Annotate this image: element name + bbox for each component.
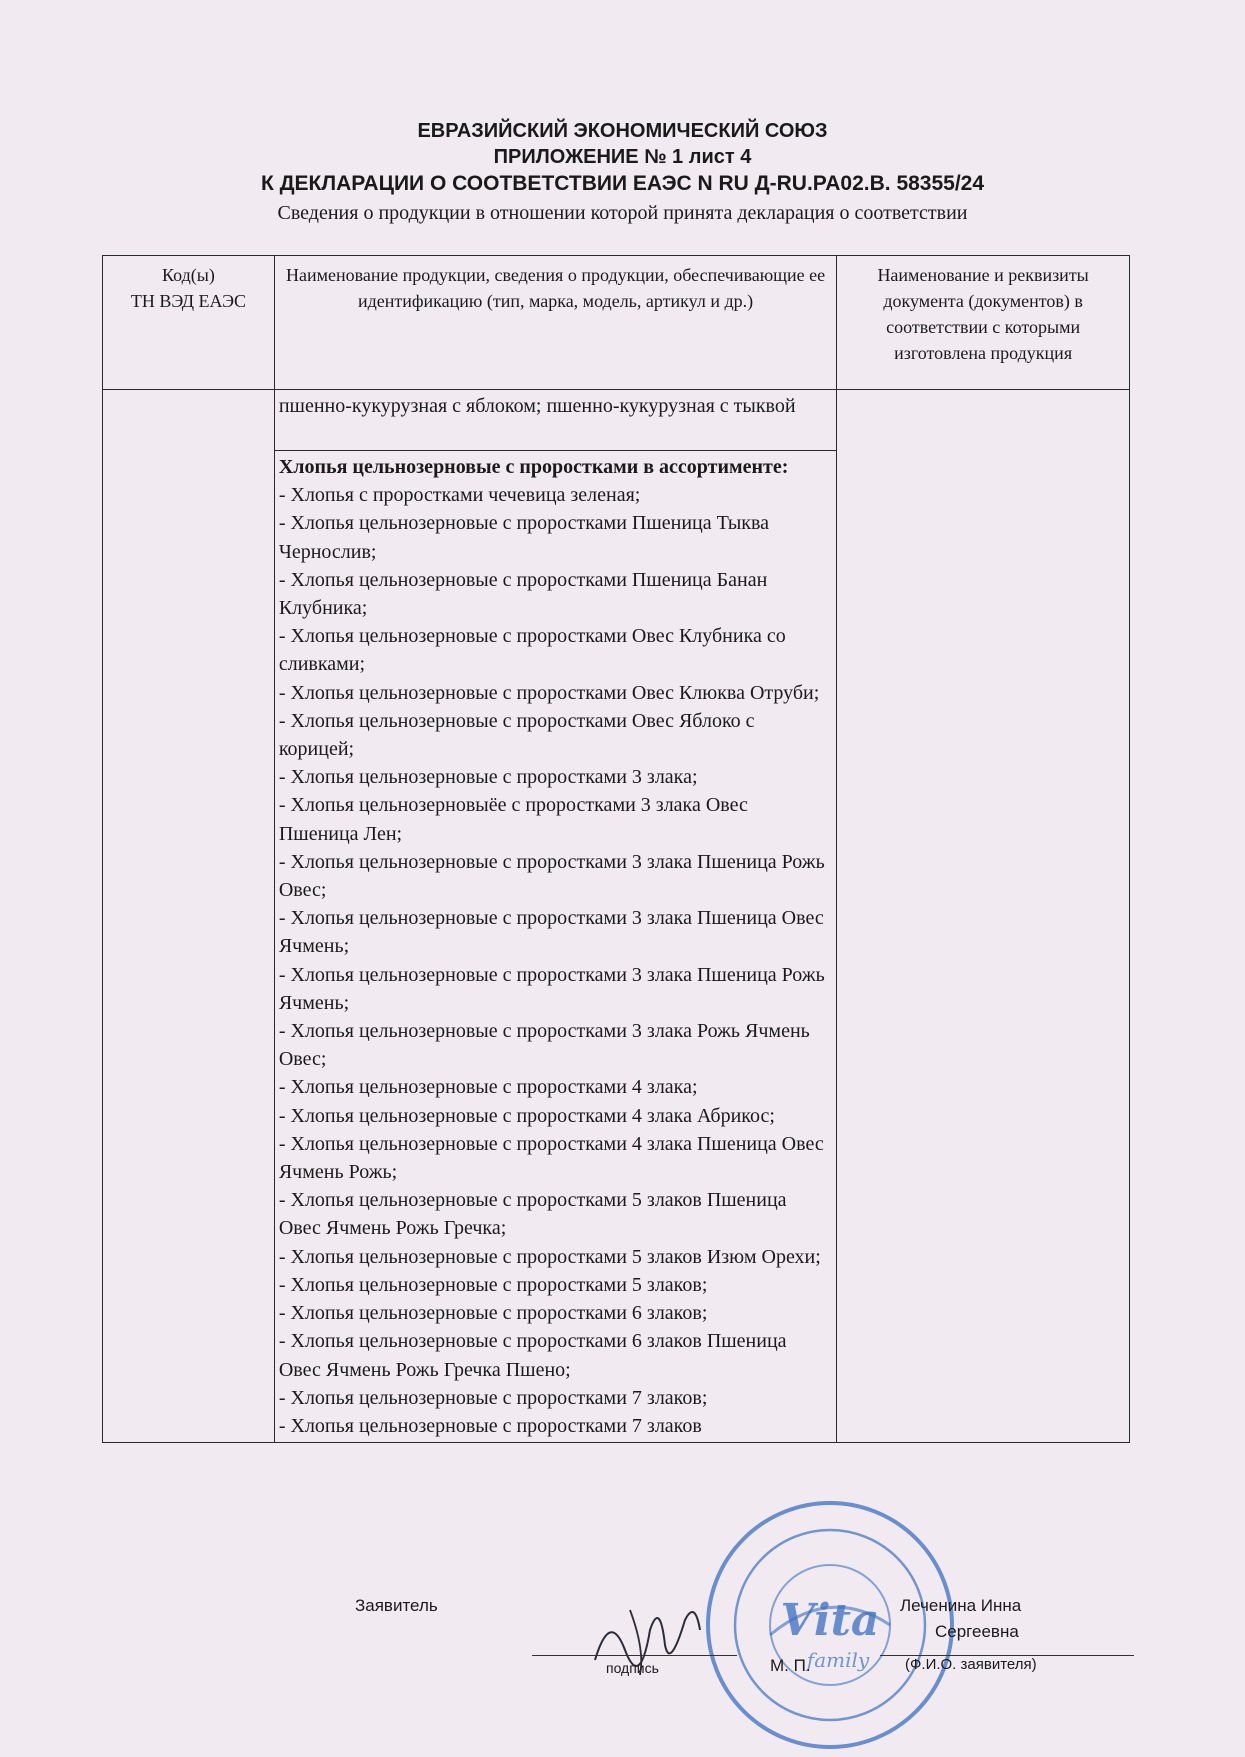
page-title-line-1: ЕВРАЗИЙСКИЙ ЭКОНОМИЧЕСКИЙ СОЮЗ xyxy=(417,120,828,142)
list-item: - Хлопья цельнозерновые с проростками 5 злаков Изюм Орехи; xyxy=(278,1245,821,1268)
product-cell xyxy=(274,390,836,1443)
svg-text:Vita: Vita xyxy=(780,1595,880,1646)
list-item: - Хлопья цельнозерновые с проростками 4 злака Пшеница Овес Ячмень Рожь; xyxy=(278,1132,824,1184)
page-subtitle: Сведения о продукции в отношении которой принята декларация о соответствии xyxy=(277,202,968,224)
list-item: - Хлопья цельнозерновые с проростками 7 злаков xyxy=(278,1414,702,1437)
table-row xyxy=(103,390,1130,1443)
group-title: Хлопья цельнозерновые с проростками в ассортименте: xyxy=(278,456,789,478)
list-item: - Хлопья цельнозерновые с проростками 3 злака Пшеница Овес Ячмень; xyxy=(278,907,824,958)
list-item: - Хлопья цельнозерновыёе с проростками 3 злака Овес Пшеница Лен; xyxy=(278,794,748,845)
list-item: - Хлопья с проростками чечевица зеленая; xyxy=(278,484,641,507)
signature-caption: подпись xyxy=(606,1660,659,1676)
company-stamp-icon xyxy=(700,1495,960,1755)
list-item: - Хлопья цельнозерновые с проростками 6 злаков Пшеница Овес Ячмень Рожь Гречка Пшено; xyxy=(278,1330,787,1381)
list-item: - Хлопья цельнозерновые с проростками 3 злака; xyxy=(278,766,698,789)
signature-line xyxy=(532,1655,737,1656)
svg-text:family: family xyxy=(806,1648,870,1672)
applicant-label: Заявитель xyxy=(355,1596,438,1615)
header-document: Наименование и реквизиты документа (документов) в соответствии с которыми изготовлена продукция xyxy=(837,256,1130,390)
continuation-text: пшенно-кукурузная с яблоком; пшенно-кукурузная с тыквой xyxy=(275,390,836,451)
list-item: - Хлопья цельнозерновые с проростками 3 злака Рожь Ячмень Овес; xyxy=(278,1020,810,1071)
list-item: - Хлопья цельнозерновые с проростками Овес Клубника со сливками; xyxy=(278,625,786,676)
list-item: - Хлопья цельнозерновые с проростками 5 злаков Пшеница Овес Ячмень Рожь Гречка; xyxy=(278,1189,787,1240)
code-cell xyxy=(103,390,275,1443)
product-table xyxy=(102,255,1130,1443)
list-item: - Хлопья цельнозерновые с проростками Пшеница Тыква Чернослив; xyxy=(278,512,770,563)
list-item: - Хлопья цельнозерновые с проростками 6 злаков; xyxy=(278,1302,708,1325)
header-product-name: Наименование продукции, сведения о продукции, обеспечивающие ее идентификацию (тип, марка, модель, артикул и др.) xyxy=(274,256,836,390)
page-title-line-3: К ДЕКЛАРАЦИИ О СООТВЕТСТВИИ ЕАЭС N RU Д-RU.PA02.B. 58355/24 xyxy=(260,172,985,195)
document-cell xyxy=(837,390,1130,1443)
list-item: - Хлопья цельнозерновые с проростками 4 злака; xyxy=(278,1076,698,1099)
table-header-row xyxy=(103,256,1130,390)
stamp-caption: М. П. xyxy=(770,1656,811,1675)
list-item: - Хлопья цельнозерновые с проростками Овес Клюква Отруби; xyxy=(278,681,820,704)
list-item: - Хлопья цельнозерновые с проростками 4 злака Абрикос; xyxy=(278,1104,775,1127)
list-item: - Хлопья цельнозерновые с проростками Овес Яблоко с корицей; xyxy=(278,709,755,761)
list-item: - Хлопья цельнозерновые с проростками 5 злаков; xyxy=(278,1273,708,1296)
product-group xyxy=(275,451,836,1442)
header-code: Код(ы) ТН ВЭД ЕАЭС xyxy=(103,256,275,390)
signature-area xyxy=(0,1580,1245,1757)
page-title-line-2: ПРИЛОЖЕНИЕ № 1 лист 4 xyxy=(493,146,752,168)
list-item: - Хлопья цельнозерновые с проростками 3 злака Пшеница Рожь Ячмень; xyxy=(278,963,825,1014)
list-item: - Хлопья цельнозерновые с проростками 3 злака Пшеница Рожь Овес; xyxy=(278,850,825,902)
product-list xyxy=(279,481,832,1440)
applicant-name-line-1: Леченина Инна xyxy=(900,1596,1022,1615)
fio-caption: (Ф.И.О. заявителя) xyxy=(905,1656,1037,1673)
list-item: - Хлопья цельнозерновые с проростками 7 злаков; xyxy=(278,1386,708,1409)
list-item: - Хлопья цельнозерновые с проростками Пшеница Банан Клубника; xyxy=(278,568,768,620)
applicant-name-line-2: Сергеевна xyxy=(935,1622,1019,1641)
